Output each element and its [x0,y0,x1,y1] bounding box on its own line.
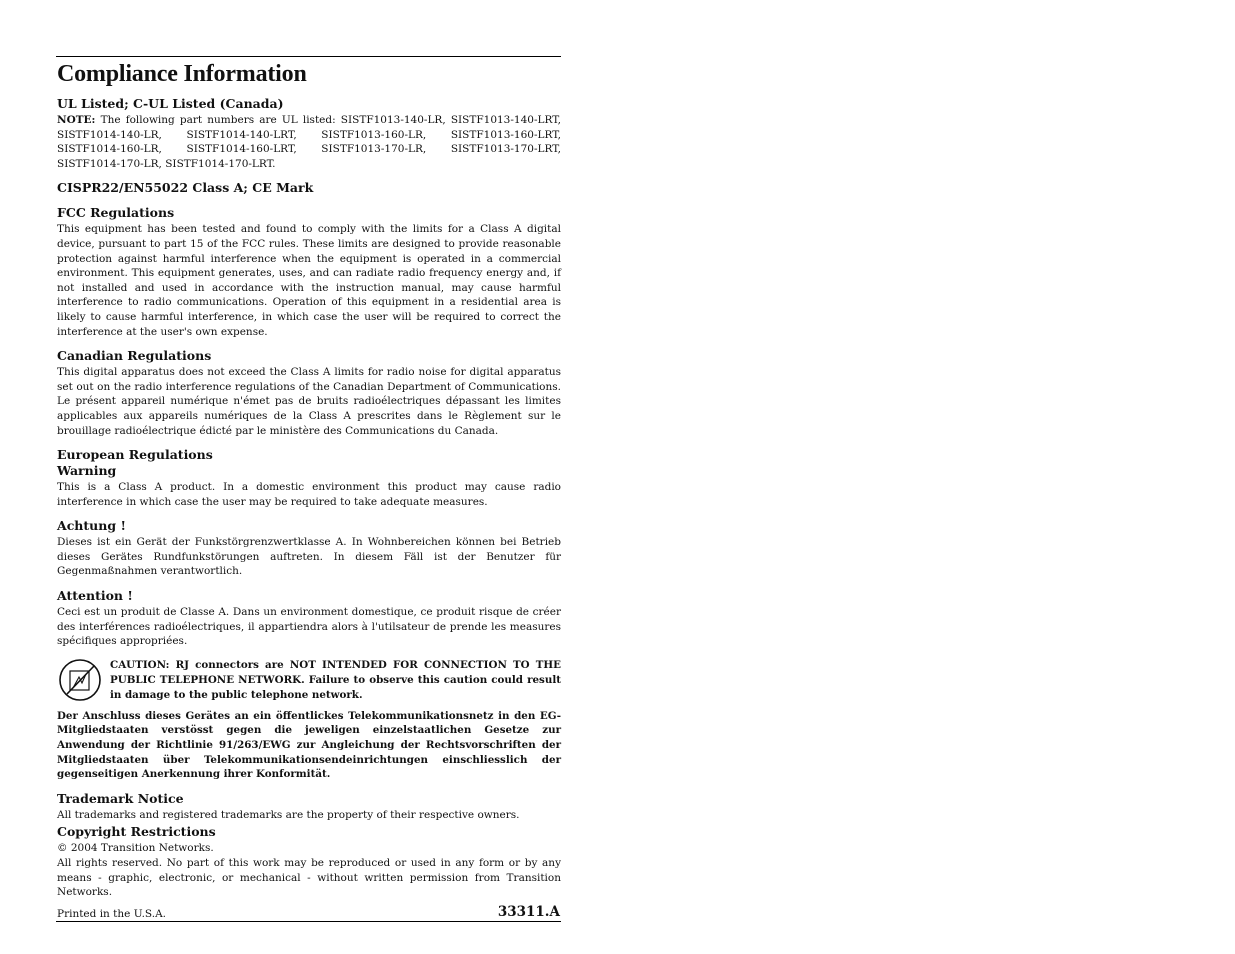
compliance-page [56,56,561,922]
page-footer [56,904,561,922]
page-title: Compliance Information [57,61,307,87]
ul-heading: UL Listed; C-UL Listed (Canada) [57,96,284,111]
warning-text: This is a Class A product. In a domestic environment this product may cause radio interference in which case the user may be required to take adequate measures. [57,481,561,508]
no-telephone-icon [58,658,102,702]
canadian-text: This digital apparatus does not exceed the Class A limits for radio noise for digital apparatus set out on the radio interference regulations of the Canadian Department of Communications. Le présent appareil numérique n'émet pas de bruits radioélectriques dépassant les limites applicables aux appareils numériques de la Class A prescrites dans le Règlement sur le brouillage radioélectrique édicté par le ministère des Communications du Canada. [57,366,561,437]
trademark-text: All trademarks and registered trademarks are the property of their respective owners. [57,808,520,821]
document-number: 33311.A [497,903,560,920]
caution-block [56,658,561,703]
ul-note [57,113,561,171]
printed-in: Printed in the U.S.A. [57,907,166,920]
warning-heading: Warning [57,463,117,479]
achtung-heading: Achtung ! [57,518,126,534]
achtung-text: Dieses ist ein Gerät der Funkstörgrenzwertklasse A. In Wohnbereichen können bei Betrieb dieses Gerätes Rundfunkstörungen auftreten. In diesem Fäll ist der Benutzer für Gegenmaßnahmen verantwortlich. [57,536,561,578]
caution-text: CAUTION: RJ connectors are NOT INTENDED FOR CONNECTION TO THE PUBLIC TELEPHONE NETWORK. Failure to observe this caution could result in damage to the public telephone network. [110,658,561,701]
fcc-text: This equipment has been tested and found to comply with the limits for a Class A digital device, pursuant to part 15 of the FCC rules. These limits are designed to provide reasonable protection against harmful interference when the equipment is operated in a commercial environment. This equipment generates, uses, and can radiate radio frequency energy and, if not installed and used in accordance with the instruction manual, may cause harmful interference to radio communications. Operation of this equipment in a residential area is likely to cause harmful interference, in which case the user will be required to correct the interference at the user's own expense. [57,223,561,338]
fcc-heading: FCC Regulations [57,205,175,221]
european-heading: European Regulations [57,447,213,463]
copyright-text: All rights reserved. No part of this work may be reproduced or used in any form or by any means - graphic, electronic, or mechanical - without written permission from Transition Networks. [57,857,561,899]
cispr-heading: CISPR22/EN55022 Class A; CE Mark [57,180,314,196]
attention-heading: Attention ! [57,588,133,604]
caution-german-text: Der Anschluss dieses Gerätes an ein öffentlickes Telekommunikationsnetz in den EG-Mitgliedstaaten verstösst gegen die jeweligen einzelstaatlichen Gesetze zur Anwendung der Richtlinie 91/263/EWG zur Angleichung der Rechtsvorschriften der Mitgliedstaaten über Telekommunikationsendeinrichtungen einschliesslich der gegenseitigen Anerkennung ihrer Konformität. [57,709,561,781]
copyright-heading: Copyright Restrictions [57,824,216,840]
canadian-heading: Canadian Regulations [57,348,212,364]
copyright-line: © 2004 Transition Networks. [57,842,214,855]
attention-text: Ceci est un produit de Classe A. Dans un environment domestique, ce produit risque de créer des interférences radioélectriques, il appartiendra alors à l'utilsateur de prende les measures spécifiques appropriées. [57,606,561,648]
note-text: The following part numbers are UL listed: SISTF1013-140-LR, SISTF1013-140-LRT, SISTF1014-140-LR, SISTF1014-140-LRT, SISTF1013-160-LR, SISTF1013-160-LRT, SISTF1014-160-LR, SISTF1014-160-LRT, SISTF1013-170-LR, SISTF1013-170-LRT, SISTF1014-170-LR, SISTF1014-170-LRT. [57,114,561,170]
note-label: NOTE: [57,114,96,126]
trademark-heading: Trademark Notice [57,790,184,806]
